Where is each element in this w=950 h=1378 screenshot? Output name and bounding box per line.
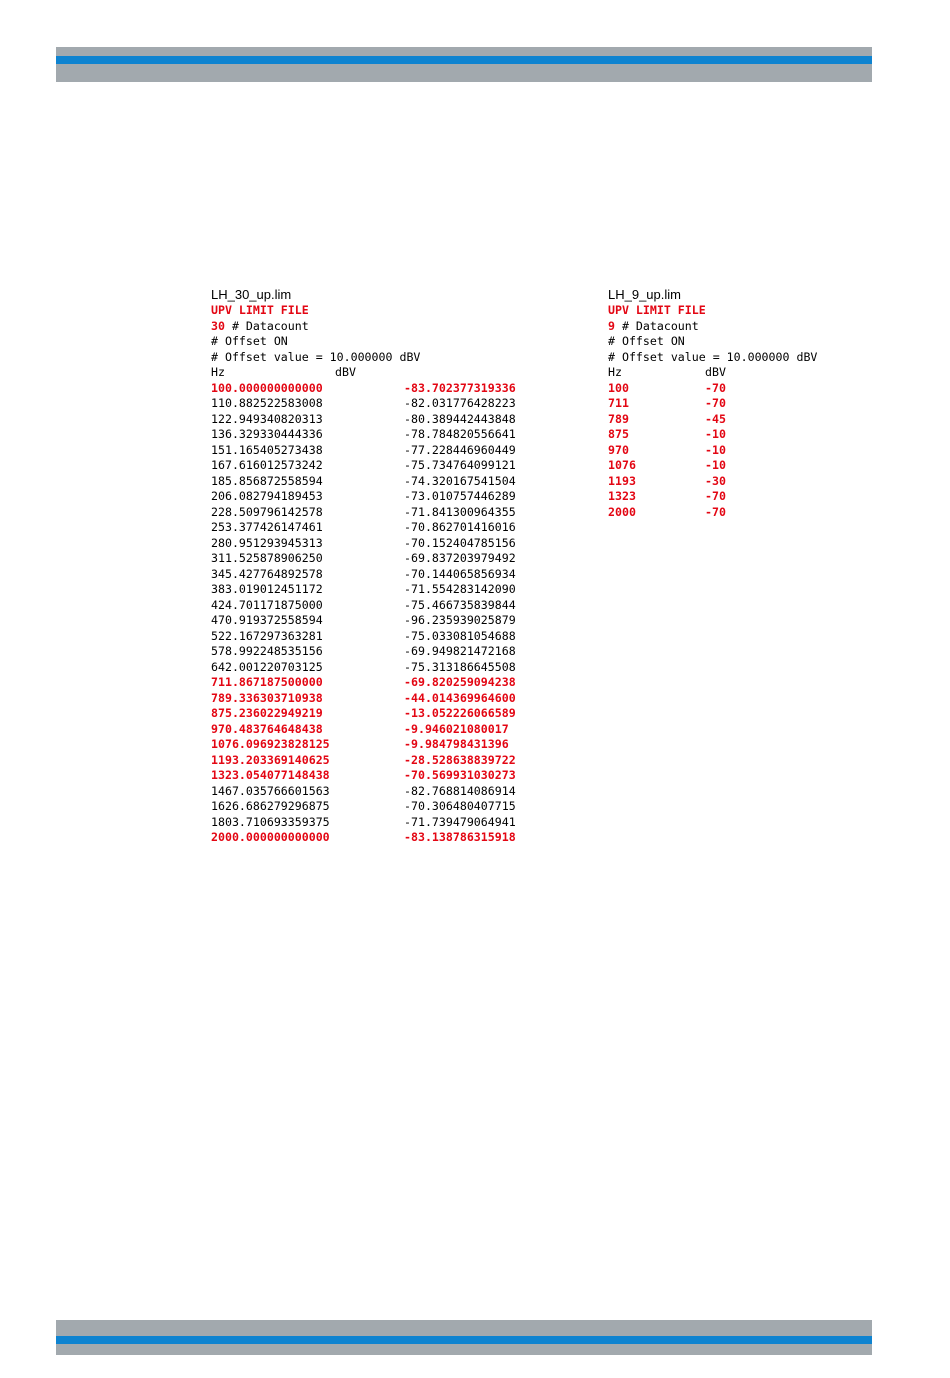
footer-band-grey (56, 1320, 872, 1355)
data-row (211, 768, 551, 784)
hz-value: 1323 (608, 489, 636, 503)
file-header: UPV LIMIT FILE (608, 303, 706, 317)
data-row (211, 799, 551, 815)
datacount-line (608, 319, 868, 335)
column-dbv: dBV (335, 365, 356, 379)
file-title: LH_30_up.lim (211, 287, 292, 302)
datacount-value: 9 (608, 318, 615, 333)
data-row (211, 784, 551, 800)
column-hz: Hz (608, 365, 622, 379)
dbv-value: -10 (705, 458, 726, 472)
file-header: UPV LIMIT FILE (211, 303, 309, 317)
hz-value: 185.856872558594 (211, 473, 323, 488)
data-row (211, 381, 551, 397)
hz-value: 2000 (608, 504, 636, 519)
dbv-value: -70.144065856934 (404, 566, 516, 581)
dbv-value: -9.984798431396 (404, 737, 509, 751)
data-row (608, 489, 868, 505)
hz-value: 711.867187500000 (211, 675, 323, 689)
dbv-value: -10 (705, 442, 726, 457)
data-row (608, 427, 868, 443)
hz-value: 100 (608, 380, 629, 395)
data-row (211, 458, 551, 474)
file-title: LH_9_up.lim (608, 287, 681, 302)
data-row (211, 474, 551, 490)
hz-value: 383.019012451172 (211, 582, 323, 596)
column-dbv: dBV (705, 365, 726, 379)
data-row (211, 613, 551, 629)
offset-state: # Offset ON (211, 334, 288, 348)
dbv-value: -70 (705, 504, 726, 519)
dbv-value: -69.949821472168 (404, 644, 516, 658)
dbv-value: -13.052226066589 (404, 706, 516, 720)
data-row (211, 582, 551, 598)
data-rows (211, 381, 551, 846)
dbv-value: -80.389442443848 (404, 411, 516, 426)
column-header (608, 365, 868, 381)
header-band-blue-stripe (56, 56, 872, 64)
offset-value: # Offset value = 10.000000 dBV (211, 349, 421, 364)
offset-value: # Offset value = 10.000000 dBV (608, 349, 818, 364)
offset-state: # Offset ON (608, 334, 685, 348)
data-row (211, 753, 551, 769)
dbv-value: -70.152404785156 (404, 535, 516, 550)
hz-value: 151.165405273438 (211, 442, 323, 457)
footer-band (56, 1320, 872, 1355)
hz-value: 206.082794189453 (211, 489, 323, 503)
data-row (211, 629, 551, 645)
datacount-value: 30 (211, 318, 225, 333)
dbv-value: -69.837203979492 (404, 551, 516, 565)
dbv-value: -44.014369964600 (404, 690, 516, 705)
data-row (211, 660, 551, 676)
dbv-value: -70.569931030273 (404, 768, 516, 782)
hz-value: 2000.000000000000 (211, 830, 330, 844)
data-row (211, 830, 551, 846)
data-row (211, 567, 551, 583)
data-row (211, 737, 551, 753)
hz-value: 1076.096923828125 (211, 737, 330, 751)
hz-value: 1076 (608, 458, 636, 472)
dbv-value: -75.033081054688 (404, 628, 516, 643)
data-row (608, 505, 868, 521)
column-header (211, 365, 551, 381)
data-row (608, 474, 868, 490)
dbv-value: -71.554283142090 (404, 582, 516, 596)
limit-file-lh-30-up (211, 287, 551, 846)
hz-value: 875 (608, 427, 629, 441)
dbv-value: -28.528638839722 (404, 752, 516, 767)
dbv-value: -70.862701416016 (404, 520, 516, 534)
data-row (211, 489, 551, 505)
data-row (211, 536, 551, 552)
dbv-value: -83.702377319336 (404, 380, 516, 395)
data-row (211, 443, 551, 459)
hz-value: 1467.035766601563 (211, 783, 330, 798)
hz-value: 122.949340820313 (211, 411, 323, 426)
data-row (211, 412, 551, 428)
hz-value: 970 (608, 442, 629, 457)
hz-value: 1803.710693359375 (211, 814, 330, 829)
dbv-value: -30 (705, 473, 726, 488)
data-row (211, 706, 551, 722)
data-row (608, 443, 868, 459)
hz-value: 789.336303710938 (211, 690, 323, 705)
hz-value: 253.377426147461 (211, 520, 323, 534)
hz-value: 311.525878906250 (211, 551, 323, 565)
dbv-value: -82.768814086914 (404, 783, 516, 798)
data-row (211, 505, 551, 521)
hz-value: 970.483764648438 (211, 721, 323, 736)
hz-value: 424.701171875000 (211, 597, 323, 612)
data-row (211, 691, 551, 707)
data-row (211, 675, 551, 691)
dbv-value: -71.739479064941 (404, 814, 516, 829)
dbv-value: -73.010757446289 (404, 489, 516, 503)
dbv-value: -82.031776428223 (404, 396, 516, 410)
dbv-value: -70.306480407715 (404, 799, 516, 813)
hz-value: 167.616012573242 (211, 458, 323, 472)
data-row (608, 396, 868, 412)
dbv-value: -83.138786315918 (404, 830, 516, 844)
data-row (211, 427, 551, 443)
hz-value: 711 (608, 396, 629, 410)
dbv-value: -45 (705, 411, 726, 426)
hz-value: 470.919372558594 (211, 613, 323, 627)
dbv-value: -70 (705, 396, 726, 410)
hz-value: 522.167297363281 (211, 628, 323, 643)
data-row (608, 412, 868, 428)
dbv-value: -10 (705, 427, 726, 441)
datacount-label: # Datacount (614, 318, 699, 333)
hz-value: 280.951293945313 (211, 535, 323, 550)
dbv-value: -77.228446960449 (404, 442, 516, 457)
dbv-value: -70 (705, 489, 726, 503)
datacount-label: # Datacount (224, 318, 309, 333)
hz-value: 875.236022949219 (211, 706, 323, 720)
hz-value: 110.882522583008 (211, 396, 323, 410)
data-row (211, 598, 551, 614)
dbv-value: -70 (705, 380, 726, 395)
hz-value: 1193.203369140625 (211, 752, 330, 767)
data-row (211, 722, 551, 738)
hz-value: 1626.686279296875 (211, 799, 330, 813)
dbv-value: -78.784820556641 (404, 427, 516, 441)
data-row (211, 815, 551, 831)
limit-file-lh-9-up (608, 287, 868, 520)
header-band (56, 47, 872, 82)
hz-value: 100.000000000000 (211, 380, 323, 395)
hz-value: 1323.054077148438 (211, 768, 330, 782)
hz-value: 789 (608, 411, 629, 426)
dbv-value: -9.946021080017 (404, 721, 509, 736)
footer-band-blue-stripe (56, 1336, 872, 1344)
dbv-value: -69.820259094238 (404, 675, 516, 689)
hz-value: 578.992248535156 (211, 644, 323, 658)
data-row (608, 458, 868, 474)
hz-value: 136.329330444336 (211, 427, 323, 441)
data-row (211, 551, 551, 567)
data-row (211, 520, 551, 536)
dbv-value: -74.320167541504 (404, 473, 516, 488)
header-band-grey (56, 47, 872, 82)
hz-value: 1193 (608, 473, 636, 488)
data-row (211, 396, 551, 412)
dbv-value: -75.734764099121 (404, 458, 516, 472)
data-row (211, 644, 551, 660)
dbv-value: -71.841300964355 (404, 504, 516, 519)
data-row (608, 381, 868, 397)
datacount-line (211, 319, 551, 335)
hz-value: 642.001220703125 (211, 659, 323, 674)
data-rows (608, 381, 868, 521)
dbv-value: -75.466735839844 (404, 597, 516, 612)
hz-value: 228.509796142578 (211, 504, 323, 519)
column-hz: Hz (211, 365, 225, 379)
hz-value: 345.427764892578 (211, 566, 323, 581)
dbv-value: -96.235939025879 (404, 613, 516, 627)
dbv-value: -75.313186645508 (404, 659, 516, 674)
